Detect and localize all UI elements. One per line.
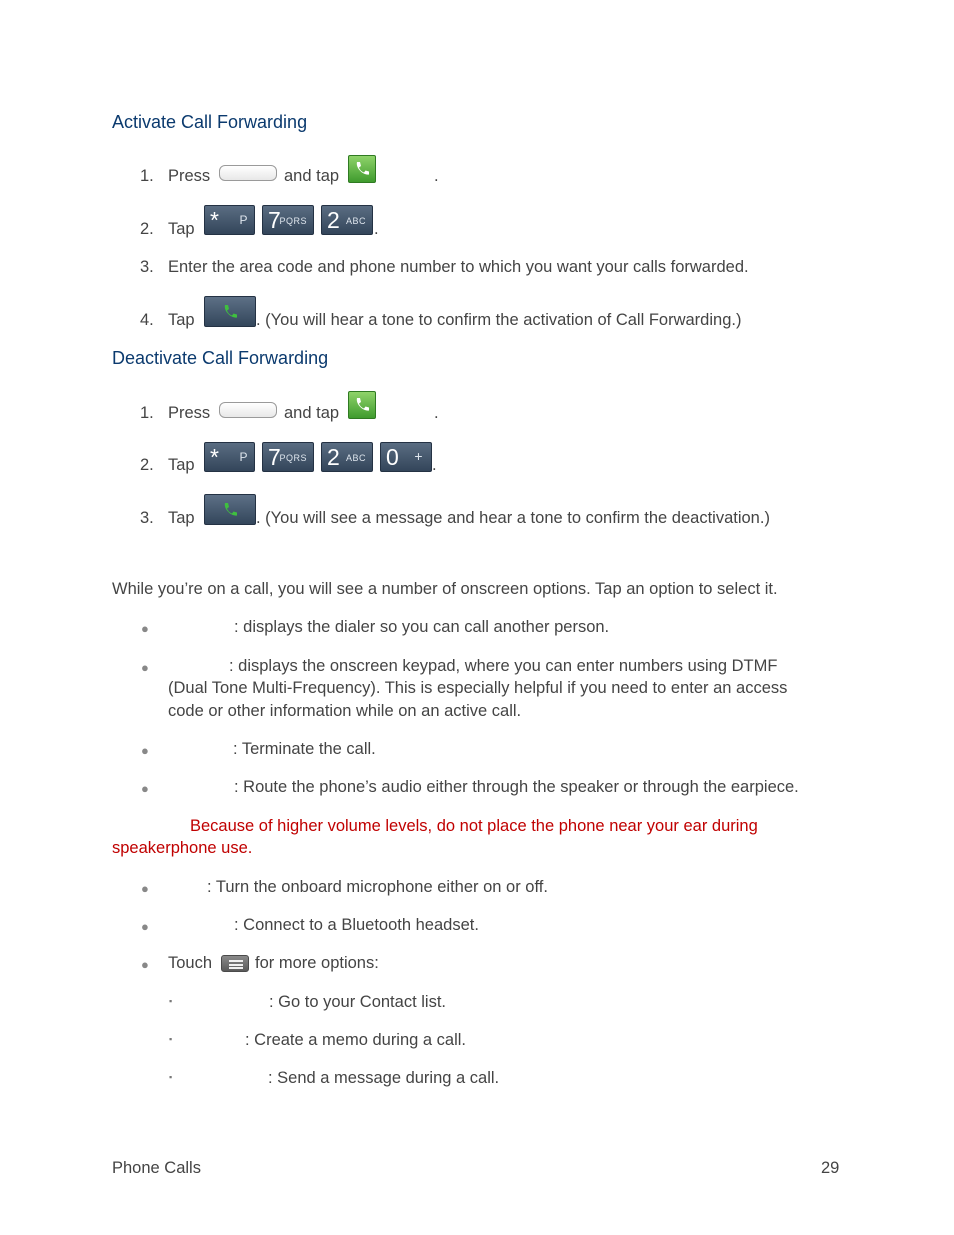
bullet-icon: ●	[141, 743, 149, 758]
bullet-icon: ●	[141, 660, 149, 675]
step-number: 3.	[140, 509, 154, 527]
key-label: 2	[327, 207, 340, 233]
warning-text: Because of higher volume levels, do not place the phone near your ear during	[190, 817, 758, 835]
phone-app-icon	[348, 155, 376, 183]
option-description: Touch	[168, 954, 213, 972]
square-bullet-icon: ▪	[169, 996, 173, 1006]
step-text: Tap	[168, 311, 195, 329]
call-key-icon	[204, 494, 256, 525]
home-key-icon	[219, 165, 277, 181]
step-text: .	[434, 167, 439, 185]
step-number: 2.	[140, 220, 154, 238]
key-label: 7	[268, 444, 281, 470]
bullet-icon: ●	[141, 881, 149, 896]
key-sublabel: ABC	[345, 453, 366, 463]
sub-option-description: : Send a message during a call.	[268, 1069, 500, 1087]
option-description: : displays the dialer so you can call another person.	[234, 618, 610, 636]
step-text: .	[434, 404, 439, 422]
intro-paragraph: While you’re on a call, you will see a number of onscreen options. Tap an option to select it.	[112, 580, 778, 598]
option-description: (Dual Tone Multi-Frequency). This is especially helpful if you need to enter an access	[168, 679, 788, 697]
footer-page-number: 29	[821, 1159, 840, 1177]
step-number: 1.	[140, 404, 154, 422]
key-sublabel: ABC	[345, 216, 366, 226]
zero-key-icon	[380, 442, 432, 472]
step-number: 1.	[140, 167, 154, 185]
warning-text: speakerphone use.	[112, 839, 253, 857]
option-description: : Terminate the call.	[233, 740, 376, 758]
key-label: *	[210, 207, 219, 233]
key-sublabel: +	[414, 448, 423, 464]
sub-option-description: : Go to your Contact list.	[269, 993, 446, 1011]
step-number: 4.	[140, 311, 154, 329]
footer-section-title: Phone Calls	[112, 1159, 201, 1177]
phone-app-icon	[348, 391, 376, 419]
menu-key-icon	[221, 955, 249, 972]
option-description: : Route the phone’s audio either through the speaker or through the earpiece.	[234, 778, 799, 796]
step-text: Tap	[168, 456, 195, 474]
option-description: : Connect to a Bluetooth headset.	[234, 916, 479, 934]
option-description: code or other information while on an active call.	[168, 702, 522, 720]
home-key-icon	[219, 402, 277, 418]
bullet-icon: ●	[141, 621, 149, 636]
step-text: and tap	[284, 167, 340, 185]
option-description: : Turn the onboard microphone either on or off.	[207, 878, 548, 896]
call-key-icon	[204, 296, 256, 327]
bullet-icon: ●	[141, 919, 149, 934]
step-text: Press	[168, 404, 211, 422]
step-number: 3.	[140, 258, 154, 276]
key-sublabel: PQRS	[279, 453, 307, 463]
two-key-icon	[321, 442, 373, 472]
key-label: 2	[327, 444, 340, 470]
bullet-icon: ●	[141, 781, 149, 796]
sub-option-description: : Create a memo during a call.	[245, 1031, 467, 1049]
step-text: . (You will hear a tone to confirm the activation of Call Forwarding.)	[256, 311, 742, 329]
square-bullet-icon: ▪	[169, 1034, 173, 1044]
step-text: .	[432, 456, 437, 474]
step-text: .	[374, 220, 379, 238]
bullet-icon: ●	[141, 957, 149, 972]
option-description: for more options:	[255, 954, 379, 972]
step-text: Enter the area code and phone number to which you want your calls forwarded.	[168, 258, 749, 276]
seven-key-icon	[262, 205, 314, 235]
key-sublabel: P	[239, 213, 248, 227]
step-text: and tap	[284, 404, 340, 422]
step-text: . (You will see a message and hear a tone to confirm the deactivation.)	[256, 509, 770, 527]
star-key-icon	[204, 442, 255, 472]
square-bullet-icon: ▪	[169, 1072, 173, 1082]
heading-deactivate-call-forwarding: Deactivate Call Forwarding	[112, 348, 329, 368]
step-text: Tap	[168, 509, 195, 527]
step-number: 2.	[140, 456, 154, 474]
option-description: : displays the onscreen keypad, where you can enter numbers using DTMF	[229, 657, 778, 675]
heading-activate-call-forwarding: Activate Call Forwarding	[112, 112, 308, 132]
step-text: Tap	[168, 220, 195, 238]
step-text: Press	[168, 167, 211, 185]
seven-key-icon	[262, 442, 314, 472]
two-key-icon	[321, 205, 373, 235]
star-key-icon	[204, 205, 255, 235]
key-label: 0	[386, 444, 399, 470]
key-label: *	[210, 444, 219, 470]
key-label: 7	[268, 207, 281, 233]
key-sublabel: P	[239, 450, 248, 464]
key-sublabel: PQRS	[279, 216, 307, 226]
